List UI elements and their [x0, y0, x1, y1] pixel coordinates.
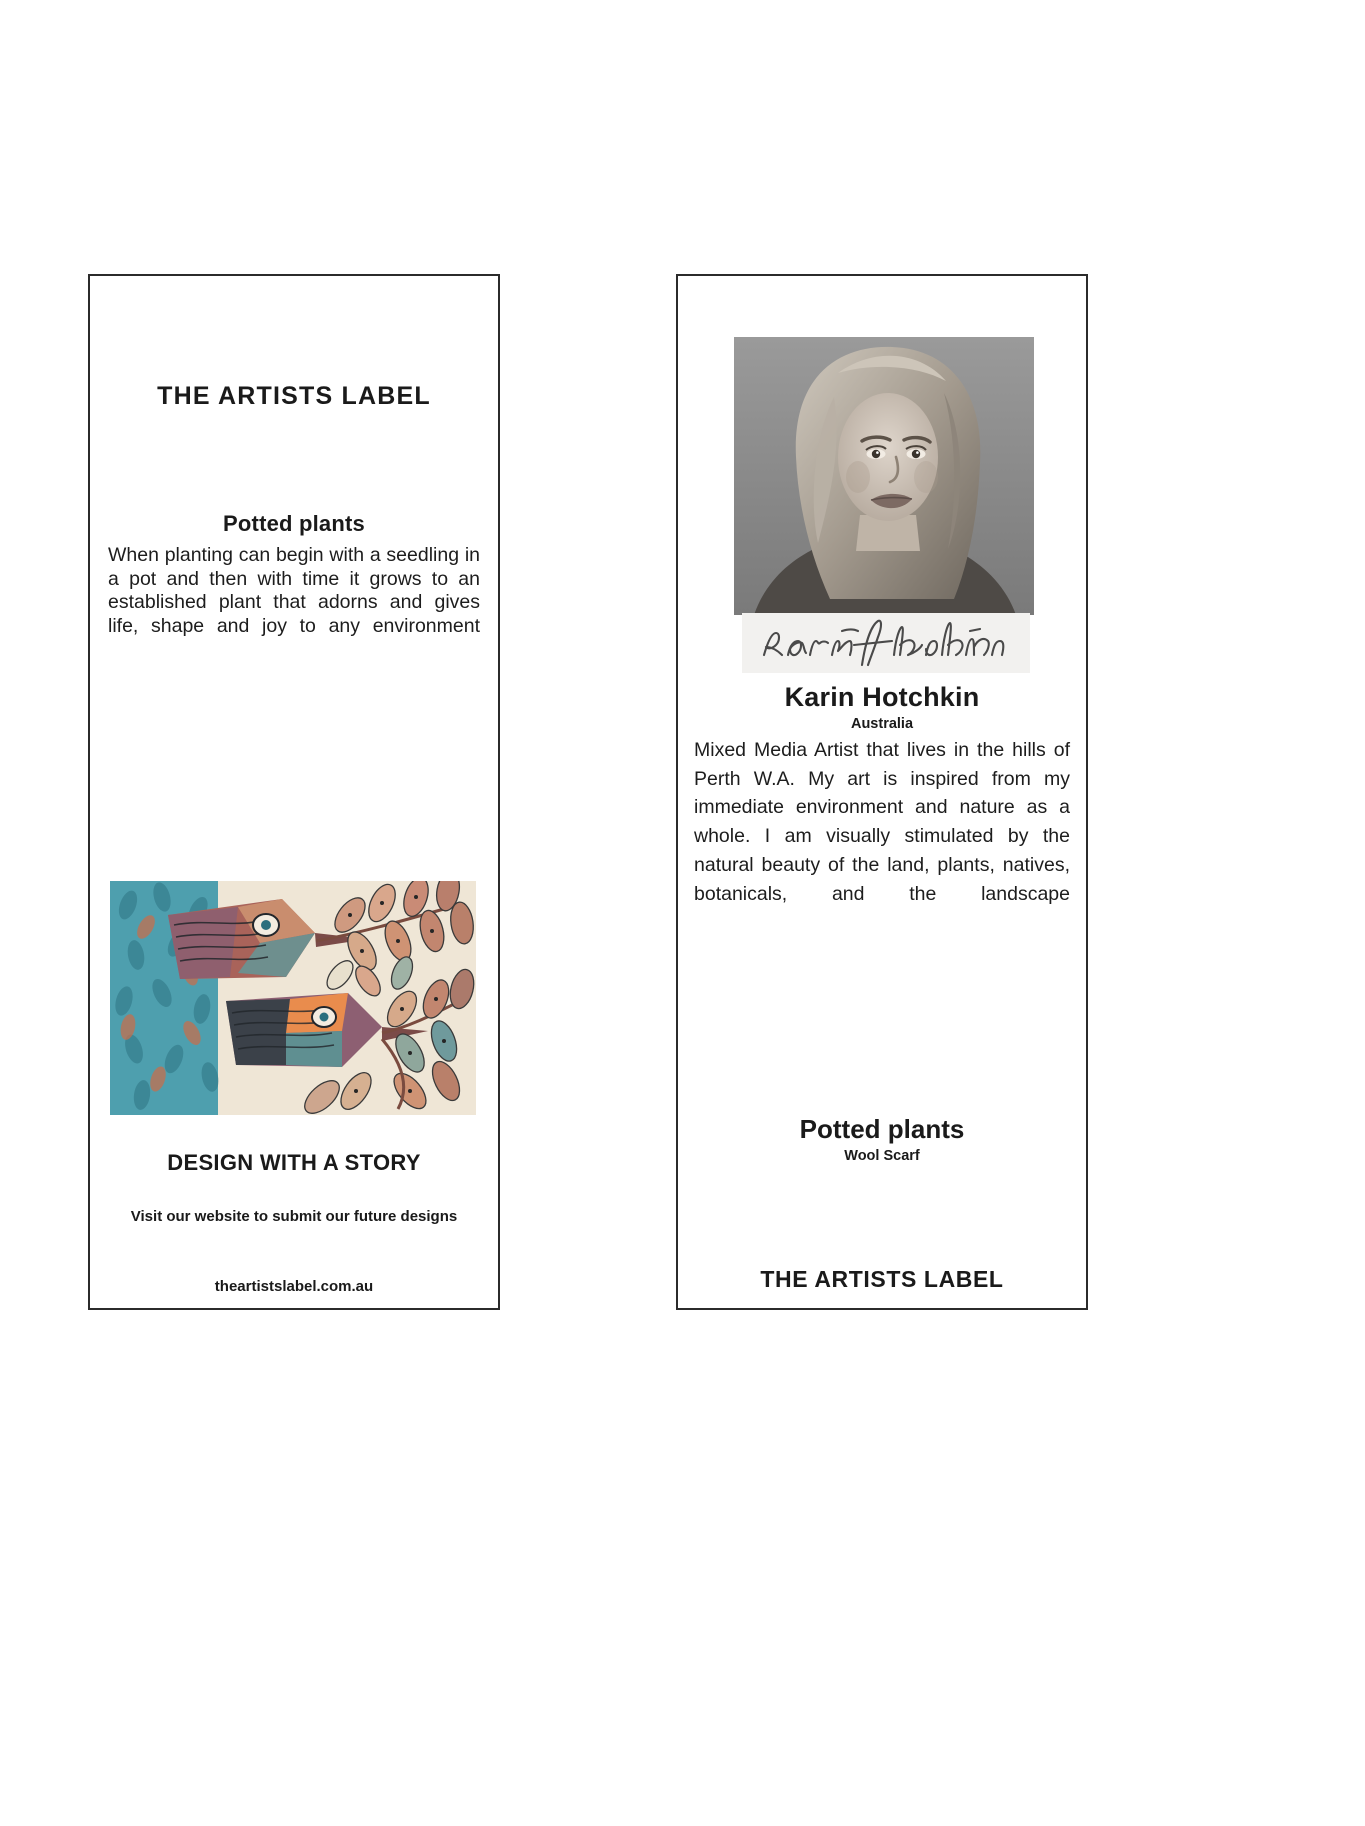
- tagline-design-with-a-story: DESIGN WITH A STORY: [167, 1150, 421, 1175]
- brand-title-front: THE ARTISTS LABEL: [157, 382, 431, 410]
- artist-country: Australia: [850, 716, 914, 732]
- swing-tag-back: [676, 274, 1088, 1310]
- artwork-image: [110, 881, 476, 1115]
- swing-tag-front: [88, 274, 500, 1310]
- artist-name: Karin Hotchkin: [784, 682, 980, 712]
- website-url[interactable]: theartistslabel.com.au: [214, 1278, 374, 1295]
- artist-portrait: [734, 337, 1034, 615]
- brand-title-back: THE ARTISTS LABEL: [760, 1266, 1004, 1292]
- product-type: Wool Scarf: [844, 1148, 920, 1164]
- design-title-front: Potted plants: [223, 511, 365, 536]
- design-title-back: Potted plants: [799, 1114, 965, 1144]
- submit-designs-note: Visit our website to submit our future designs: [130, 1208, 458, 1225]
- design-description: When planting can begin with a seedling in a pot and then with time it grows to an established plant that adorns and gives life, shape and joy to any environment: [108, 544, 480, 637]
- artist-bio: Mixed Media Artist that lives in the hills of Perth W.A. My art is inspired from my immediate environment and nature as a whole. I am visually stimulated by the natural beauty of the land, plants, natives, botanicals, and the landscape: [694, 739, 1070, 905]
- artist-signature: [742, 613, 1030, 673]
